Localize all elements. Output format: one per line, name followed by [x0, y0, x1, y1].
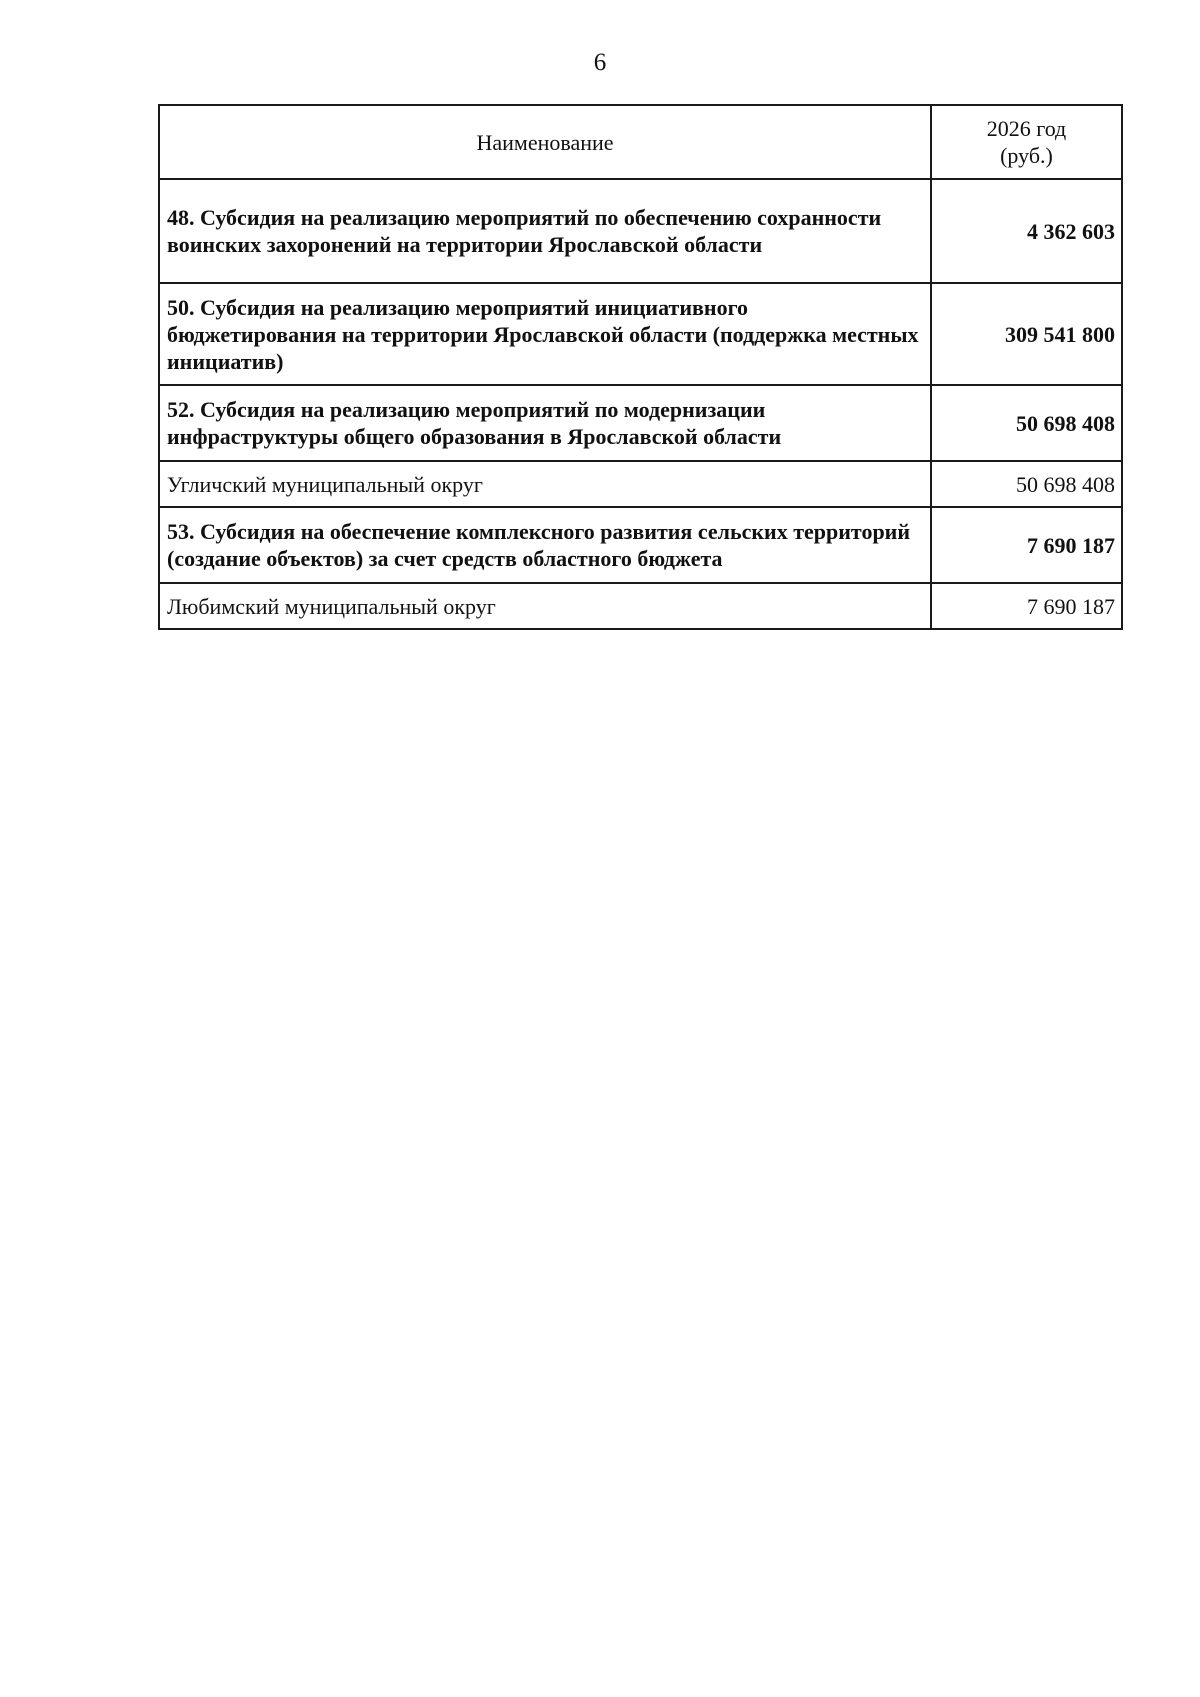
table-row: [159, 385, 1122, 461]
column-header-year-label: 2026 год: [986, 116, 1067, 141]
column-header-year: [931, 105, 1122, 179]
table-row: [159, 179, 1122, 283]
row-amount: 7 690 187: [931, 583, 1122, 629]
column-header-name: Наименование: [159, 105, 931, 179]
row-amount: 4 362 603: [931, 179, 1122, 283]
row-amount: 50 698 408: [931, 461, 1122, 507]
row-name: 52. Субсидия на реализацию мероприятий по модернизации инфраструктуры общего образования в Ярославской области: [159, 385, 931, 461]
table-row: [159, 283, 1122, 385]
page-number: 6: [593, 49, 607, 76]
row-name: Любимский муниципальный округ: [159, 583, 931, 629]
row-amount: 50 698 408: [931, 385, 1122, 461]
table-header-row: [159, 105, 1122, 179]
row-name: 48. Субсидия на реализацию мероприятий по обеспечению сохранности воинских захоронений на территории Ярославской области: [159, 179, 931, 283]
table-row: [159, 507, 1122, 583]
subsidy-table: [158, 104, 1123, 630]
row-name: Угличский муниципальный округ: [159, 461, 931, 507]
row-amount: 7 690 187: [931, 507, 1122, 583]
row-name: 50. Субсидия на реализацию мероприятий инициативного бюджетирования на территории Ярославской области (поддержка местных инициатив): [159, 283, 931, 385]
row-amount: 309 541 800: [931, 283, 1122, 385]
column-header-currency: (руб.): [1000, 143, 1053, 168]
table-row: [159, 461, 1122, 507]
row-name: 53. Субсидия на обеспечение комплексного развития сельских территорий (создание объектов) за счет средств областного бюджета: [159, 507, 931, 583]
table-row: [159, 583, 1122, 629]
